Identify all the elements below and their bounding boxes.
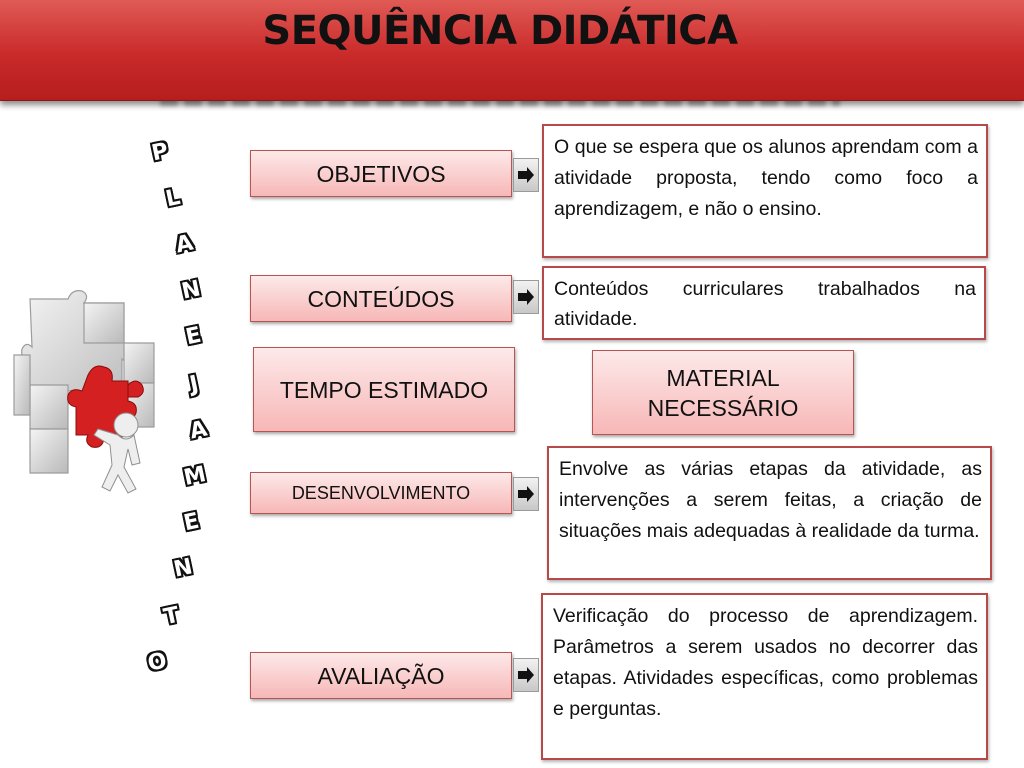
title-bar bbox=[0, 0, 1024, 101]
vertical-letter: N bbox=[179, 276, 203, 305]
vertical-letter: E bbox=[181, 508, 202, 537]
vertical-letter: A bbox=[173, 230, 196, 259]
vertical-letter: N bbox=[171, 554, 195, 583]
puzzle-figure-illustration bbox=[8, 285, 168, 500]
conteudos-label: CONTEÚDOS bbox=[307, 285, 455, 312]
objetivos-description: O que se espera que os alunos aprendam com a atividade proposta, tendo como foco a aprendizagem, e não o ensino. bbox=[542, 124, 988, 258]
vertical-letter: P bbox=[149, 138, 171, 167]
slide-title: SEQUÊNCIA DIDÁTICA bbox=[262, 8, 738, 54]
desenvolvimento-label: DESENVOLVIMENTO bbox=[291, 483, 471, 503]
vertical-letter: T bbox=[161, 602, 182, 631]
right-arrow-icon bbox=[513, 477, 539, 511]
desenvolvimento-description: Envolve as várias etapas da atividade, as intervenções a serem feitas, a criação de situações mais adequadas à realidade da turma. bbox=[547, 446, 992, 580]
vertical-letter: E bbox=[183, 322, 204, 351]
vertical-letter: A bbox=[187, 416, 210, 445]
avaliacao-label: AVALIAÇÃO bbox=[317, 662, 445, 689]
material-necessario-label: MATERIAL NECESSÁRIO bbox=[647, 364, 799, 421]
avaliacao-label-box bbox=[250, 652, 512, 699]
desenvolvimento-label-box bbox=[250, 472, 512, 514]
right-arrow-icon bbox=[513, 158, 539, 192]
objetivos-label-box bbox=[250, 150, 512, 197]
material-necessario-label-box bbox=[592, 350, 854, 435]
vertical-letter: O bbox=[145, 648, 170, 677]
vertical-letter: J bbox=[187, 371, 201, 398]
objetivos-label: OBJETIVOS bbox=[316, 160, 446, 187]
right-arrow-icon bbox=[513, 658, 539, 692]
vertical-letter: L bbox=[163, 184, 183, 213]
conteudos-description: Conteúdos curriculares trabalhados na atividade. bbox=[542, 266, 986, 340]
right-arrow-icon bbox=[513, 280, 539, 314]
conteudos-label-box bbox=[250, 275, 512, 322]
tempo-estimado-label-box bbox=[253, 347, 515, 432]
tempo-estimado-label: TEMPO ESTIMADO bbox=[279, 376, 489, 403]
vertical-letter: M bbox=[181, 461, 209, 492]
avaliacao-description: Verificação do processo de aprendizagem. Parâmetros a serem usados no decorrer das etapas. Atividades específicas, como problemas e perguntas. bbox=[541, 593, 988, 760]
